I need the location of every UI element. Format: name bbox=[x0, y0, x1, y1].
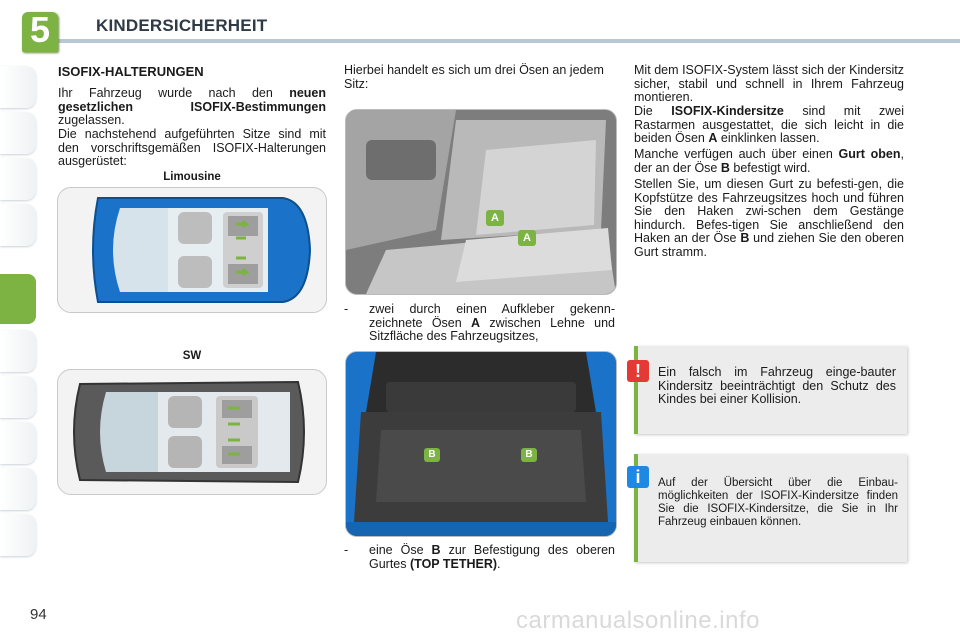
isofix-seats-paragraph bbox=[634, 105, 904, 146]
watermark: carmanualsonline.info bbox=[516, 607, 760, 634]
side-tab[interactable] bbox=[0, 514, 36, 556]
text: befestigt wird. bbox=[733, 160, 811, 175]
emphasis: ISOFIX-Kindersitze bbox=[671, 104, 784, 118]
side-tab[interactable] bbox=[0, 158, 36, 200]
side-tab[interactable] bbox=[0, 66, 36, 108]
letter-a: A bbox=[471, 315, 481, 330]
bullet-dash: - bbox=[344, 543, 349, 557]
emphasis: neuen gesetzlichen ISOFIX-Bestimmungen bbox=[58, 86, 326, 114]
text: Ihr Fahrzeug wurde nach den bbox=[58, 86, 273, 100]
text: Manche verfügen auch über einen bbox=[634, 147, 833, 161]
bullet-eyelet-b bbox=[369, 544, 615, 571]
letter-a: A bbox=[708, 131, 718, 145]
section-heading: ISOFIX-HALTERUNGEN bbox=[58, 64, 204, 79]
text: Die bbox=[634, 104, 653, 118]
letter-b: B bbox=[740, 231, 750, 245]
info-text: Auf der Übersicht über die Einbau-möglichkeiten der ISOFIX-Kindersitze finden Sie die ISOFIX-Kindersitze, die Sie in Ihr Fahrzeug einbauen können. bbox=[658, 477, 898, 528]
car-top-view-grey bbox=[58, 370, 326, 494]
car-top-view-blue bbox=[58, 188, 326, 312]
label-limousine: Limousine bbox=[163, 171, 221, 183]
label-sw: SW bbox=[182, 350, 202, 362]
eyelet-label-b: B bbox=[525, 449, 533, 460]
warning-icon: ! bbox=[627, 360, 649, 382]
side-tab[interactable] bbox=[0, 204, 36, 246]
eyelets-intro: Hierbei handelt es sich um drei Ösen an jedem Sitz: bbox=[344, 63, 604, 91]
letter-b: B bbox=[720, 160, 730, 175]
side-tab[interactable] bbox=[0, 376, 36, 418]
page-number: 94 bbox=[30, 606, 47, 623]
text: Stellen Sie, um diesen Gurt zu befesti-gen, die Kopfstütze des Fahrzeugsitzes hoch und führen Sie den Haken zwi-schen dem Gestänge hindurch. Befes-tigen Sie anschließend den Haken an der Öse bbox=[634, 177, 904, 245]
seats-paragraph: Die nachstehend aufgeführten Sitze sind mit den vorschriftsgemäßen ISOFIX-Halterungen ausgerüstet: bbox=[58, 127, 326, 168]
limousine-diagram bbox=[57, 187, 327, 313]
side-tab-active[interactable] bbox=[0, 274, 36, 324]
text: einklinken lassen. bbox=[720, 131, 820, 145]
text: zugelassen. bbox=[58, 113, 125, 127]
eyelet-label-b: B bbox=[428, 449, 436, 460]
eyelet-label-a: A bbox=[523, 232, 531, 244]
strap-instructions bbox=[634, 178, 904, 259]
side-tab[interactable] bbox=[0, 422, 36, 464]
page-title: KINDERSICHERHEIT bbox=[96, 16, 268, 35]
intro-paragraph bbox=[58, 87, 326, 128]
side-tab[interactable] bbox=[0, 330, 36, 372]
text: . bbox=[497, 556, 501, 571]
bullet-eyelets-a bbox=[369, 303, 615, 344]
emphasis: (TOP TETHER) bbox=[410, 556, 498, 571]
text: und ziehen Sie den oberen Gurt stramm. bbox=[634, 231, 904, 259]
text: eine Öse bbox=[369, 543, 424, 557]
rear-seat-illustration bbox=[346, 110, 616, 294]
top-strap-paragraph bbox=[634, 148, 904, 175]
isofix-intro: Mit dem ISOFIX-System lässt sich der Kindersitz sicher, stabil und schnell in Ihrem Fahrzeug montieren. bbox=[634, 63, 904, 104]
chapter-number: 5 bbox=[29, 9, 51, 50]
eyelet-label-a: A bbox=[491, 212, 499, 224]
text: , der an der Öse bbox=[634, 147, 904, 175]
side-tab[interactable] bbox=[0, 468, 36, 510]
info-icon: i bbox=[627, 466, 649, 488]
text: zwei durch einen Aufkleber gekenn-zeichnete Ösen bbox=[369, 302, 615, 330]
trunk-illustration bbox=[346, 352, 616, 536]
text: sind mit zwei Rastarmen ausgestattet, die sich leicht in die beiden Ösen bbox=[634, 104, 904, 145]
emphasis: Gurt oben bbox=[838, 147, 901, 161]
sw-diagram bbox=[57, 369, 327, 495]
side-tab[interactable] bbox=[0, 112, 36, 154]
header-rule bbox=[55, 39, 960, 43]
text: zur Befestigung des oberen Gurtes bbox=[369, 543, 615, 571]
trunk-photo bbox=[345, 351, 617, 537]
warning-text: Ein falsch im Fahrzeug einge-bauter Kindersitz beeinträchtigt den Schutz des Kindes bei einer Kollision. bbox=[658, 365, 896, 406]
bullet-dash: - bbox=[344, 302, 349, 316]
rear-seat-photo bbox=[345, 109, 617, 295]
letter-b: B bbox=[431, 543, 441, 557]
text: zwischen Lehne und Sitzfläche des Fahrzeugsitzes, bbox=[369, 315, 615, 343]
